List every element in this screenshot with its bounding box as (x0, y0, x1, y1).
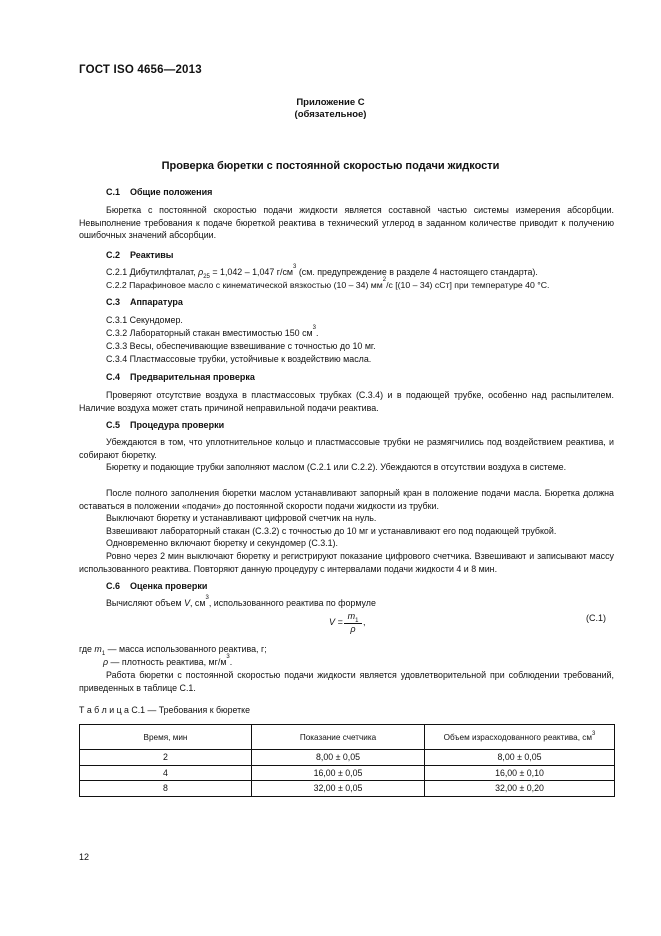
table-row (80, 765, 615, 781)
item-c2-1: С.2.1 Дибутилфталат, $\rho_{25} = 1,042 - 1,047$ $г/см^3$ (см. предупреждение в разделе 4 настоящего стандарта). (106, 264, 538, 280)
table-cell: 16,00 ± 0,10 (425, 765, 615, 781)
requirements-table (79, 724, 615, 797)
formula-fraction (344, 611, 362, 635)
annex-status: (обязательное) (294, 109, 367, 120)
item-c3-1: С.3.1 Секундомер. (106, 315, 183, 325)
table-header-row (80, 725, 615, 750)
section-c6-intro: Вычисляют объем V, $см^3$, использованного реактива по формуле (106, 595, 376, 608)
page-number: 12 (79, 852, 90, 862)
table-cell: 2 (80, 750, 252, 766)
section-c5-para3: После полного заполнения бюретки маслом устанавливают запорный кран в положение подачи масла. Бюретка должна оставаться в положении «подачи» до постоянной скорости подачи жидкости из трубки. (79, 488, 614, 511)
section-c4-text: Проверяют отсутствие воздуха в пластмассовых трубках (С.3.4) и в подающей трубке, особенно над распылителем. Наличие воздуха может стать причиной неправильной подачи реактива. (79, 390, 614, 413)
table-row (80, 781, 615, 797)
section-c5-para5: Взвешивают лабораторный стакан (С.3.2) с точностью до 10 мг и устанавливают его под подающей трубкой. (106, 526, 557, 536)
section-heading-c3: С.3 Аппаратура (106, 297, 183, 307)
item-c3-4: С.3.4 Пластмассовые трубки, устойчивые к воздействию масла. (106, 354, 372, 364)
formula-number: (С.1) (586, 613, 606, 623)
table-header-volume: Объем израсходованного реактива, $см^3$ (425, 725, 615, 750)
section-c6-conclusion: Работа бюретки с постоянной скоростью подачи жидкости является удовлетворительной при соблюдении требований, приведенных в таблице С.1. (79, 670, 614, 693)
table-caption: Т а б л и ц а С.1 — Требования к бюретке (79, 705, 250, 715)
table-cell: 16,00 ± 0,05 (252, 765, 425, 781)
section-c5-para2: Бюретку и подающие трубки заполняют маслом (С.2.1 или С.2.2). Убеждаются в отсутствии воздуха в системе. (106, 462, 567, 472)
section-c1-text: Бюретка с постоянной скоростью подачи жидкости является составной частью системы измерения абсорбции. Невыполнение требования к подаче бюреткой реактива в технический углерод в заданном количестве приводит к получению ошибочных значений абсорбции. (79, 205, 614, 241)
table-cell: 8,00 ± 0,05 (252, 750, 425, 766)
section-heading-c5: С.5 Процедура проверки (106, 420, 225, 430)
section-heading-c2: С.2 Реактивы (106, 250, 174, 260)
table-cell: 32,00 ± 0,05 (252, 781, 425, 797)
section-c5-para7: Ровно через 2 мин выключают бюретку и регистрируют показание цифрового счетчика. Взвешивают и записывают массу использованного реактива. Повторяют данную процедуру с интервалами подачи жидкости 4 и 8 мин. (79, 551, 614, 574)
where-rho: ρ — плотность реактива, $мг/м^3$. (103, 654, 233, 667)
table-cell: 8 (80, 781, 252, 797)
item-c3-2: С.3.2 Лабораторный стакан вместимостью 150 $см^3$. (106, 325, 319, 338)
formula-comma: , (363, 617, 366, 627)
section-c5-para4: Выключают бюретку и устанавливают цифровой счетчик на нуль. (106, 513, 377, 523)
table-header-counter: Показание счетчика (252, 725, 425, 750)
document-header: ГОСТ ISO 4656—2013 (79, 64, 202, 76)
where-m1: где $m_1$ — масса использованного реактива, г; (79, 644, 267, 657)
section-heading-c1: С.1 Общие положения (106, 187, 213, 197)
item-c3-3: С.3.3 Весы, обеспечивающие взвешивание с точностью до 10 мг. (106, 341, 376, 351)
section-heading-c6: С.6 Оценка проверки (106, 581, 208, 591)
table-cell: 32,00 ± 0,20 (425, 781, 615, 797)
section-c5-para1: Убеждаются в том, что уплотнительное кольцо и пластмассовые трубки не размягчились под воздействием реактива, и собирают бюретку. (79, 437, 614, 460)
annex-title: Приложение С (296, 97, 365, 108)
table-cell: 4 (80, 765, 252, 781)
table-cell: 8,00 ± 0,05 (425, 750, 615, 766)
section-heading-c4: С.4 Предварительная проверка (106, 372, 255, 382)
page-title: Проверка бюретки с постоянной скоростью подачи жидкости (161, 160, 500, 172)
formula-numerator: $m_1$ (344, 611, 362, 624)
formula-lhs: V = (329, 617, 343, 627)
table-row (80, 750, 615, 766)
formula-denominator: ρ (350, 624, 356, 634)
item-c2-2: С.2.2 Парафиновое масло с кинематической вязкостью (10 – 34) $мм^2/с$ [(10 – 34) сСт] при температуре 40 °С. (106, 277, 550, 290)
section-c5-para6: Одновременно включают бюретку и секундомер (С.3.1). (106, 538, 338, 548)
table-header-time: Время, мин (80, 725, 252, 750)
